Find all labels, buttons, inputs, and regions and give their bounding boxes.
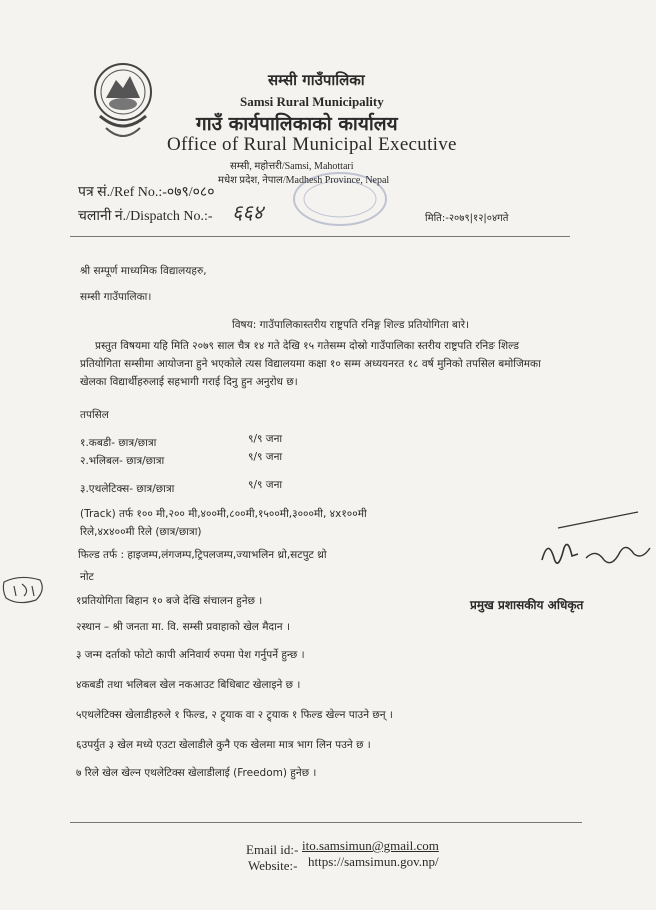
list-item-count: ९/९ जना [248,479,283,491]
body-paragraph: प्रस्तुत विषयमा यहि मिति २०७९ साल चैत्र १४ गते देखि १५ गतेसम्म दोस्रो गाउँपालिका स्तरीय राष्ट्रपति रनिङ शिल्ड प्रतियोगिता सम्सीमा आयोजना हुने भएकोले त्यस विद्यालयमा कक्षा १० सम्म अध्ययनरत १८ वर्ष मुनिको तपसिल बमोजिमका खेलका विद्यार्थीहरुलाई सहभागी गराई दिनु हुन अनुरोध छ। [80,340,541,388]
footer-divider [70,822,582,823]
note-item: ४कबडी तथा भलिबल खेल नकआउट बिधिबाट खेलाइने छ । [76,679,301,691]
nepal-emblem-logo [92,58,154,148]
note-heading: नोट [80,571,94,583]
municipality-name-english: Samsi Rural Municipality [240,94,384,109]
margin-handwritten-mark [0,570,48,610]
signatory-title: प्रमुख प्रशासकीय अधिकृत [470,598,584,612]
note-item: ३ जन्म दर्ताको फोटो कापी अनिवार्य रुपमा पेश गर्नुपर्ने हुन्छ । [76,649,305,661]
email-label: Email id:- [246,842,299,857]
office-name-nepali: गाउँ कार्यपालिकाको कार्यालय [196,113,398,135]
municipality-name-nepali: सम्सी गाउँपालिका [268,71,365,89]
list-item: १.कबडी- छात्र/छात्रा [80,437,157,449]
note-item: १प्रतियोगिता बिहान १० बजे देखि संचालन हुनेछ । [76,595,263,607]
addressee-line-2: सम्सी गाउँपालिका। [80,291,152,303]
office-name-english: Office of Rural Municipal Executive [167,134,457,155]
list-item-count: ९/९ जना [248,433,283,445]
field-events: फिल्ड तर्फ : हाइजम्प,लंगजम्प,ट्रिपलजम्प,ज्याभलिन थ्रो,सटपुट थ्रो [78,549,327,561]
note-item: ५एथलेटिक्स खेलाडीहरुले १ फिल्ड, २ ट्र्याक वा २ ट्र्याक १ फिल्ड खेल्न पाउने छन् । [76,709,393,721]
website-label: Website:- [248,858,298,873]
address-line-1: सम्सी, महोत्तरी/Samsi, Mahottari [230,161,354,172]
handwritten-signature [538,508,656,578]
subject-line: विषय: गाउँपालिकास्तरीय राष्ट्रपति रनिङ्ग शिल्ड प्रतियोगिता बारे। [232,319,469,331]
list-heading: तपसिल [80,409,109,421]
list-item: ३.एथलेटिक्स- छात्र/छात्रा [80,483,175,495]
website-link[interactable]: https://samsimun.gov.np/ [308,854,439,869]
list-item-count: ९/९ जना [248,451,283,463]
dispatch-label: चलानी नं./Dispatch No.:- [78,209,213,224]
addressee-line-1: श्री सम्पूर्ण माध्यमिक विद्यालयहरु, [80,265,207,277]
letter-date: मिति:-२०७९|१२|०४गते [425,213,509,224]
track-events: (Track) तर्फ १०० मी,२०० मी,४००मी,८००मी,१५००मी,३०००मी, ४x१००मी रिले,४x४००मी रिले (छात्र/छात्रा) [80,508,367,538]
email-link[interactable]: ito.samsimun@gmail.com [302,838,439,853]
address-line-2: मधेश प्रदेश, नेपाल/Madhesh Province, Nepal [218,175,390,186]
list-item: २.भलिबल- छात्र/छात्रा [80,455,165,467]
note-item: ६उपर्युत ३ खेल मध्ये एउटा खेलाडीले कुनै एक खेलमा मात्र भाग लिन पउने छ । [76,739,371,751]
note-item: २स्थान – श्री जनता मा. वि. सम्सी प्रवाहाको खेल मैदान । [76,621,290,633]
header-divider [70,236,570,237]
office-stamp [290,170,390,228]
reference-number: पत्र सं./Ref No.:-०७९/०८० [78,185,215,200]
note-item: ७ रिले खेल खेल्न एथलेटिक्स खेलाडीलाई (Freedom) हुनेछ । [76,767,317,779]
dispatch-number: ६६४ [232,202,264,224]
